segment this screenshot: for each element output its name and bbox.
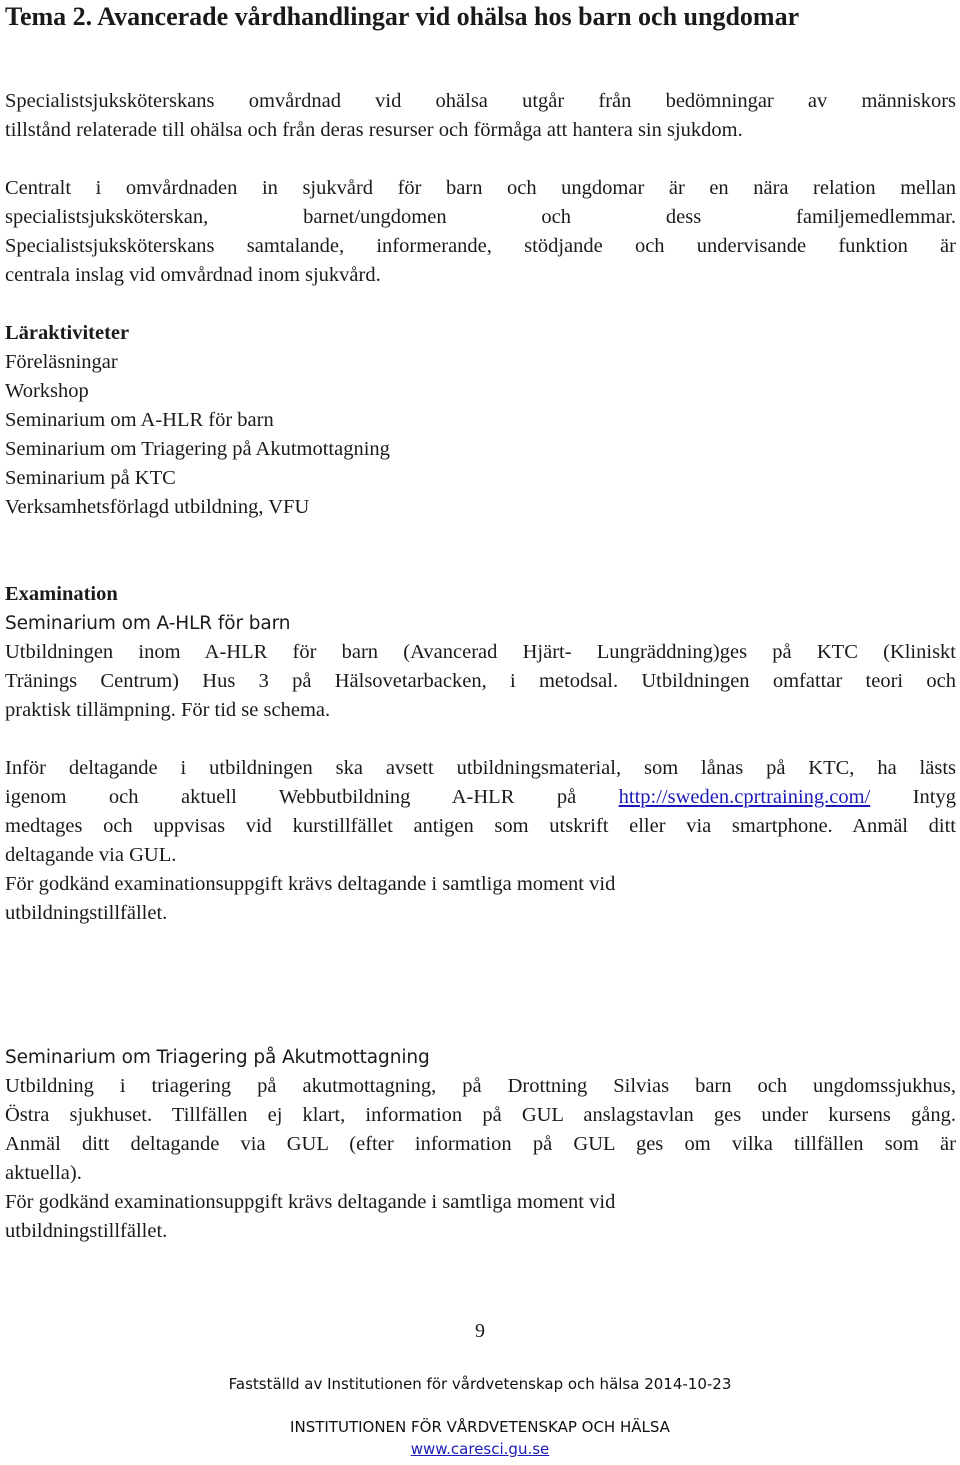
activity-item: Seminarium om Triagering på Akutmottagning [5, 438, 390, 460]
hlr-line: Tränings Centrum) Hus 3 på Hälsovetarbacken, i metodsal. Utbildningen omfattar teori och [5, 670, 956, 692]
activity-item: Seminarium om A-HLR för barn [5, 409, 274, 431]
triage-p2-line: utbildningstillfället. [5, 1220, 168, 1242]
examination-heading: Examination [5, 583, 118, 605]
footer-website-row [0, 1440, 960, 1458]
hlr-line: Utbildningen inom A-HLR för barn (Avancerad Hjärt- Lungräddning)ges på KTC (Kliniskt [5, 641, 956, 663]
intro-p2-line: Centralt i omvårdnaden in sjukvård för barn och ungdomar är en nära relation mellan [5, 177, 956, 199]
hlr-p3-line: utbildningstillfället. [5, 902, 168, 924]
footer-website-link[interactable]: www.caresci.gu.se [410, 1440, 550, 1458]
activity-item: Seminarium på KTC [5, 467, 176, 489]
intro-p1-line: tillstånd relaterade till ohälsa och från deras resurser och förmåga att hantera sin sjukdom. [5, 119, 743, 141]
hlr-p2-text-after: Intyg [912, 786, 957, 808]
hlr-p2-line: deltagande via GUL. [5, 844, 177, 866]
intro-p2-line: centrala inslag vid omvårdnad inom sjukvård. [5, 264, 381, 286]
triage-line: Anmäl ditt deltagande via GUL (efter information på GUL ges om vilka tillfällen som är [5, 1133, 956, 1155]
intro-p1-line: Specialistsjuksköterskans omvårdnad vid ohälsa utgår från bedömningar av människors [5, 90, 956, 112]
hlr-line: praktisk tillämpning. För tid se schema. [5, 699, 331, 721]
page-title: Tema 2. Avancerade vårdhandlingar vid ohälsa hos barn och ungdomar [5, 2, 800, 31]
cprtraining-link[interactable]: http://sweden.cprtraining.com/ [618, 786, 871, 808]
triage-p2-line: För godkänd examinationsuppgift krävs deltagande i samtliga moment vid [5, 1191, 616, 1213]
triage-line: Östra sjukhuset. Tillfällen ej klart, information på GUL anslagstavlan ges under kursens gång. [5, 1104, 956, 1126]
footer-approved: Fastställd av Institutionen för vårdvetenskap och hälsa 2014-10-23 [228, 1375, 732, 1393]
intro-p2-line: Specialistsjuksköterskans samtalande, informerande, stödjande och undervisande funktion är [5, 235, 956, 257]
triage-line: Utbildning i triagering på akutmottagning, på Drottning Silvias barn och ungdomssjukhus, [5, 1075, 956, 1097]
intro-p2-line: specialistsjuksköterskan, barnet/ungdomen och dess familjemedlemmar. [5, 206, 956, 228]
hlr-p2-line: Inför deltagande i utbildningen ska avsett utbildningsmaterial, som lånas på KTC, ha lästs [5, 757, 956, 779]
hlr-p2-line-with-link [5, 783, 956, 812]
page-number: 9 [475, 1320, 485, 1342]
hlr-p3-line: För godkänd examinationsuppgift krävs deltagande i samtliga moment vid [5, 873, 616, 895]
activity-item: Workshop [5, 380, 89, 402]
hlr-subheading: Seminarium om A-HLR för barn [5, 613, 291, 634]
hlr-p2-line: medtages och uppvisas vid kurstillfället antigen som utskrift eller via smartphone. Anmäl ditt [5, 815, 956, 837]
footer-institution: INSTITUTIONEN FÖR VÅRDVETENSKAP OCH HÄLSA [290, 1418, 670, 1436]
activity-item: Föreläsningar [5, 351, 118, 373]
triage-subheading: Seminarium om Triagering på Akutmottagning [5, 1047, 430, 1068]
activity-item: Verksamhetsförlagd utbildning, VFU [5, 496, 310, 518]
activities-heading: Läraktiviteter [5, 322, 130, 344]
triage-line: aktuella). [5, 1162, 82, 1184]
hlr-p2-text-before: igenom och aktuell Webbutbildning A-HLR på [5, 786, 577, 808]
